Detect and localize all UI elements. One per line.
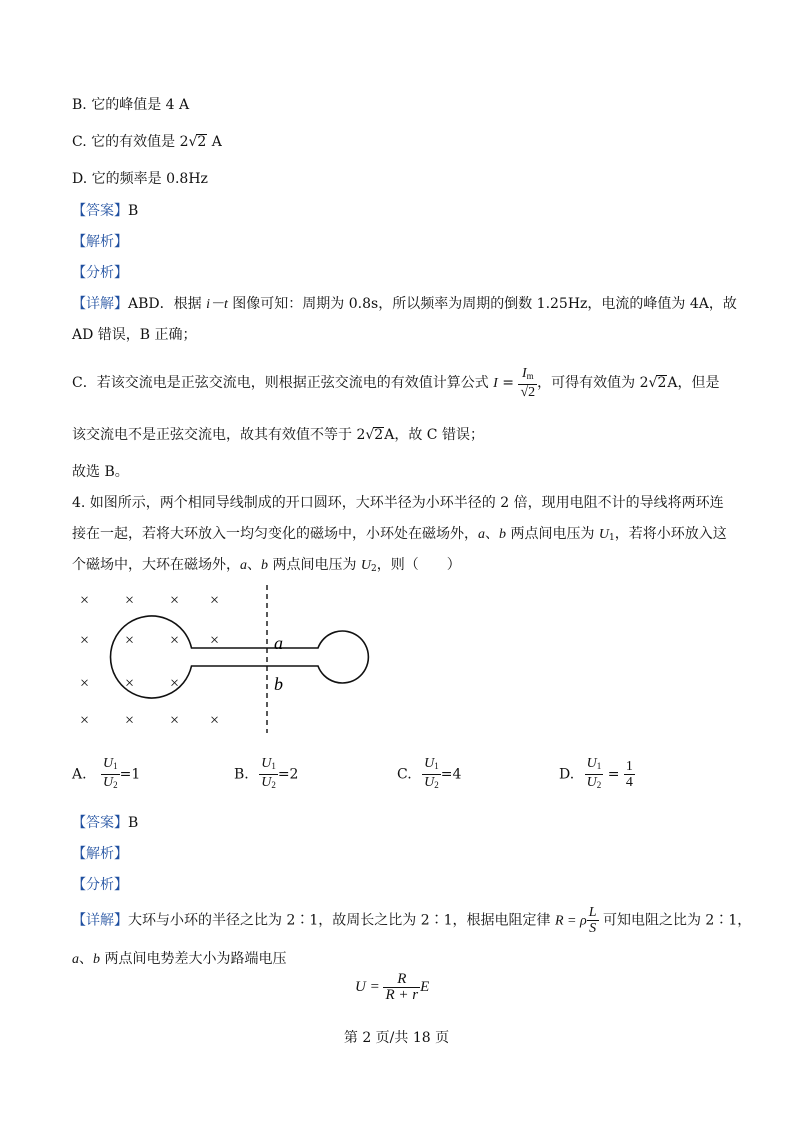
point-a-label: a — [274, 633, 283, 653]
q3-jiexi-heading: 【解析】 — [72, 234, 128, 250]
q3-option-b: B. 它的峰值是 4 A — [72, 97, 190, 113]
q4-stem-line2: 接在一起，若将大环放入一均匀变化的磁场中，小环处在磁场外，a、b 两点间电压为 $U_1$，若将小环放入这 — [72, 526, 727, 543]
q3-fenxi-heading: 【分析】 — [72, 265, 128, 281]
magnetic-field-crosses — [80, 592, 219, 729]
terminal-voltage-formula: U = $\frac{R}{R + r}$ E — [355, 971, 430, 1003]
field-cross: × — [80, 592, 90, 609]
field-cross: × — [210, 592, 220, 609]
q4-stem-line3: 个磁场中，大环在磁场外，a、b 两点间电压为 $U_2$，则（ ） — [72, 557, 461, 574]
q4-detail-line1: 【详解】大环与小环的半径之比为 2∶1，故周长之比为 2∶1，根据电阻定律 R = ρ $\frac{L}{S}$ 可知电阻之比为 2∶1， — [72, 905, 752, 936]
q4-stem-line1: 4. 如图所示，两个相同导线制成的开口圆环，大环半径为小环半径的 2 倍，现用电阻不计的导线将两环连 — [72, 495, 724, 511]
field-cross: × — [125, 592, 135, 609]
q3-option-d: D. 它的频率是 0.8Hz — [72, 171, 208, 187]
field-cross: × — [170, 592, 180, 609]
field-cross: × — [170, 632, 180, 649]
q4-option-d: D. $\frac{U_1}{U_2}$ = $\frac{1}{4}$ — [559, 756, 633, 790]
q4-fenxi-heading: 【分析】 — [72, 877, 128, 893]
q4-detail-line2: a、b 两点间电势差大小为路端电压 — [72, 951, 287, 967]
page-footer: 第 2 页/共 18 页 — [343, 1030, 450, 1046]
q4-option-b: B. $\frac{U_1}{U_2}$ =2 — [234, 756, 299, 790]
q3-option-c: C. 它的有效值是 2√2 A — [72, 134, 222, 150]
field-cross: × — [170, 712, 180, 729]
field-cross: × — [80, 632, 90, 649]
q3-conclusion: 故选 B。 — [72, 464, 129, 480]
field-cross: × — [210, 712, 220, 729]
field-cross: × — [80, 712, 90, 729]
field-cross: × — [210, 632, 220, 649]
rings-magnetic-field-figure — [60, 585, 400, 735]
field-cross: × — [80, 675, 90, 692]
field-cross: × — [170, 675, 180, 692]
q4-option-c: C. $\frac{U_1}{U_2}$ =4 — [397, 756, 462, 790]
q3-detail-line2: AD 错误，B 正确； — [72, 327, 197, 343]
field-cross: × — [125, 712, 135, 729]
q4-jiexi-heading: 【解析】 — [72, 846, 128, 862]
q4-option-a: A. $\frac{U_1}{U_2}$ =1 — [72, 756, 141, 790]
q3-answer: 【答案】B — [72, 203, 139, 219]
q4-answer: 【答案】B — [72, 815, 139, 831]
q3-detail-line1: 【详解】ABD．根据 i－t 图像可知：周期为 0.8s，所以频率为周期的倒数 1.25Hz，电流的峰值为 4A，故 — [72, 296, 737, 312]
large-ring-and-wires — [110, 616, 368, 698]
field-cross: × — [125, 632, 135, 649]
q3-detail-line3: C．若该交流电是正弦交流电，则根据正弦交流电的有效值计算公式 I = $\frac{I_m}{√2}$ ，可得有效值为 2√2A，但是 — [72, 366, 720, 400]
field-cross: × — [125, 675, 135, 692]
q3-detail-line4: 该交流电不是正弦交流电，故其有效值不等于 2√2A，故 C 错误； — [72, 427, 484, 443]
point-b-label: b — [274, 674, 283, 694]
effective-value-fraction: $\frac{I_m}{√2}$ — [520, 366, 536, 400]
